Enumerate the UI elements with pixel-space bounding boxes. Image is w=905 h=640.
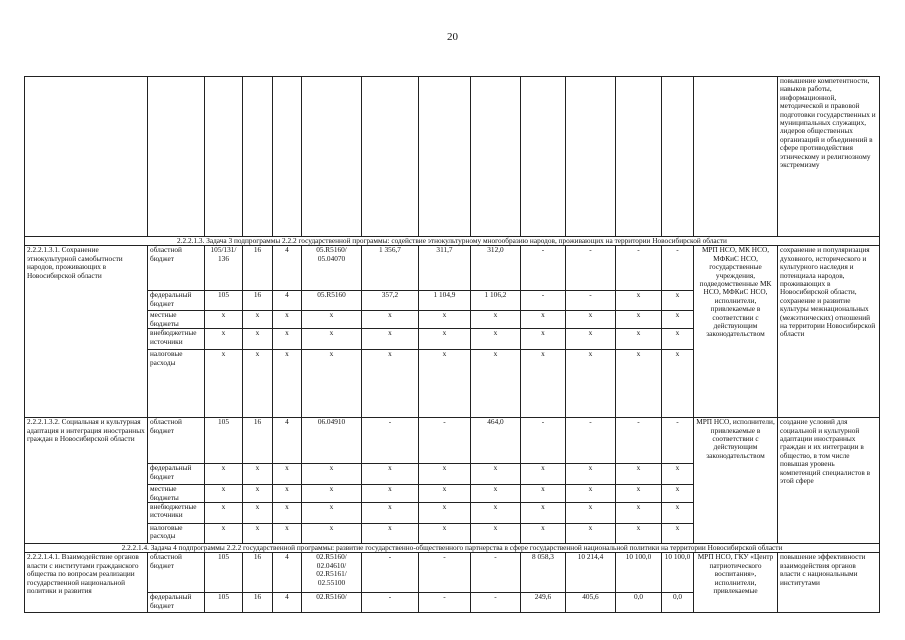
value-cell: x (616, 329, 662, 350)
rz-cell: x (243, 485, 273, 503)
value-cell: x (471, 503, 521, 524)
value-cell: x (471, 485, 521, 503)
empty-cell (694, 77, 778, 237)
value-cell: x (521, 350, 566, 418)
value-cell: x (471, 524, 521, 544)
grbs-cell: x (205, 311, 243, 329)
value-cell: x (616, 464, 662, 485)
value-cell: 8 058,3 (521, 553, 566, 593)
value-cell: - (419, 593, 471, 613)
measure-name: 2.2.2.1.4.1. Взаимодействие органов власти с институтами гражданского общества по вопросам реализации государственной национальной политики и развития (25, 553, 148, 613)
empty-cell (566, 77, 616, 237)
csr-cell: 05.R5160/ 05.04070 (302, 246, 362, 291)
measure-name: 2.2.2.1.3.2. Социальная и культурная адаптация и интеграция иностранных граждан в Новосибирской области (25, 418, 148, 544)
value-cell: 1 356,7 (362, 246, 419, 291)
value-cell: x (521, 485, 566, 503)
value-cell: - (362, 418, 419, 464)
value-cell: x (566, 464, 616, 485)
rz-cell: 16 (243, 418, 273, 464)
csr-cell: x (302, 524, 362, 544)
value-cell: x (362, 329, 419, 350)
rz-cell: 16 (243, 553, 273, 593)
empty-cell (243, 77, 273, 237)
pr-cell: x (273, 329, 302, 350)
value-cell: x (362, 311, 419, 329)
empty-cell (471, 77, 521, 237)
pr-cell: 4 (273, 291, 302, 311)
value-cell: 10 100,0 (662, 553, 694, 593)
value-cell: 464,0 (471, 418, 521, 464)
result-cell: повышение компетентности, навыков работы, информационной, методической и правовой подготовки государственных и муниципальных служащих, лидеров общественных организаций и объединений в сфере противодействия этническому и религиозному экстремизму (778, 77, 880, 237)
value-cell: x (616, 291, 662, 311)
pr-cell: x (273, 464, 302, 485)
value-cell: x (419, 503, 471, 524)
rz-cell: 16 (243, 593, 273, 613)
empty-cell (419, 77, 471, 237)
pr-cell: 4 (273, 593, 302, 613)
measure-row (25, 553, 880, 593)
value-cell: x (616, 503, 662, 524)
grbs-cell: x (205, 485, 243, 503)
continuation-row (25, 77, 880, 237)
grbs-cell: 105 (205, 593, 243, 613)
value-cell: x (521, 524, 566, 544)
rz-cell: x (243, 464, 273, 485)
pr-cell: x (273, 485, 302, 503)
value-cell: x (471, 329, 521, 350)
value-cell: x (471, 350, 521, 418)
funding-source: налоговые расходы (148, 350, 205, 418)
grbs-cell: x (205, 464, 243, 485)
value-cell: x (521, 503, 566, 524)
grbs-cell: x (205, 524, 243, 544)
empty-cell (148, 77, 205, 237)
value-cell: 357,2 (362, 291, 419, 311)
pr-cell: x (273, 503, 302, 524)
result-cell: повышение эффективности взаимодействия органов власти с национальными институтами (778, 553, 880, 613)
value-cell: x (566, 485, 616, 503)
value-cell: - (521, 418, 566, 464)
value-cell: - (419, 418, 471, 464)
pr-cell: 4 (273, 246, 302, 291)
executors-cell: МРП НСО, ГКУ «Центр патриотического воспитания», исполнители, привлекаемые (694, 553, 778, 613)
value-cell: 312,0 (471, 246, 521, 291)
section-title: 2.2.2.1.3. Задача 3 подпрограммы 2.2.2 государственной программы: содействие этнокультурному многообразию народов, проживающих на территории Новосибирской области (25, 237, 880, 246)
value-cell: x (566, 503, 616, 524)
csr-cell: x (302, 311, 362, 329)
funding-source: федеральный бюджет (148, 593, 205, 613)
funding-source: областной бюджет (148, 553, 205, 593)
value-cell: - (521, 291, 566, 311)
csr-cell: 02.R5160/ (302, 593, 362, 613)
value-cell: x (419, 350, 471, 418)
csr-cell: 05.R5160 (302, 291, 362, 311)
value-cell: x (616, 350, 662, 418)
empty-cell (273, 77, 302, 237)
funding-source: областной бюджет (148, 246, 205, 291)
csr-cell: 06.04910 (302, 418, 362, 464)
grbs-cell: 105/131/ 136 (205, 246, 243, 291)
value-cell: x (662, 503, 694, 524)
value-cell: x (471, 311, 521, 329)
value-cell: 1 106,2 (471, 291, 521, 311)
funding-source: федеральный бюджет (148, 464, 205, 485)
value-cell: x (616, 524, 662, 544)
value-cell: x (566, 311, 616, 329)
section-title: 2.2.2.1.4. Задача 4 подпрограммы 2.2.2 государственной программы: развитие государственно-общественного партнерства в сфере государственной национальной политики на территории Новосибирской области (25, 544, 880, 553)
value-cell: 0,0 (662, 593, 694, 613)
value-cell: x (566, 329, 616, 350)
executors-cell: МРП НСО, МК НСО, МФКиС НСО, государственные учреждения, подведомственные МК НСО, МФКиС НСО, исполнители, привлекаемые в соответствии с действующим законодательством (694, 246, 778, 418)
value-cell: x (662, 350, 694, 418)
value-cell: x (662, 329, 694, 350)
value-cell: - (566, 291, 616, 311)
page-number: 20 (447, 31, 458, 43)
value-cell: - (419, 553, 471, 593)
value-cell: x (362, 464, 419, 485)
empty-cell (362, 77, 419, 237)
funding-source: внебюджетные источники (148, 329, 205, 350)
pr-cell: x (273, 311, 302, 329)
value-cell: - (662, 418, 694, 464)
csr-cell: x (302, 329, 362, 350)
value-cell: x (362, 350, 419, 418)
rz-cell: x (243, 329, 273, 350)
empty-cell (25, 77, 148, 237)
value-cell: x (566, 524, 616, 544)
csr-cell: x (302, 464, 362, 485)
pr-cell: x (273, 524, 302, 544)
value-cell: x (419, 485, 471, 503)
value-cell: 10 100,0 (616, 553, 662, 593)
value-cell: x (616, 485, 662, 503)
rz-cell: x (243, 503, 273, 524)
value-cell: x (662, 464, 694, 485)
value-cell: x (419, 464, 471, 485)
rz-cell: x (243, 524, 273, 544)
value-cell: - (566, 418, 616, 464)
value-cell: x (362, 524, 419, 544)
value-cell: x (362, 503, 419, 524)
value-cell: - (521, 246, 566, 291)
rz-cell: x (243, 350, 273, 418)
value-cell: x (362, 485, 419, 503)
grbs-cell: 105 (205, 291, 243, 311)
value-cell: x (419, 329, 471, 350)
funding-source: налоговые расходы (148, 524, 205, 544)
grbs-cell: x (205, 350, 243, 418)
value-cell: 10 214,4 (566, 553, 616, 593)
value-cell: x (419, 524, 471, 544)
value-cell: x (566, 350, 616, 418)
value-cell: 311,7 (419, 246, 471, 291)
rz-cell: 16 (243, 291, 273, 311)
empty-cell (616, 77, 662, 237)
value-cell: 249,6 (521, 593, 566, 613)
value-cell: - (616, 246, 662, 291)
funding-source: местные бюджеты (148, 311, 205, 329)
csr-cell: x (302, 485, 362, 503)
empty-cell (205, 77, 243, 237)
csr-cell: 02.R5160/ 02.04610/ 02.R5161/ 02.55100 (302, 553, 362, 593)
value-cell: - (566, 246, 616, 291)
rz-cell: x (243, 311, 273, 329)
value-cell: x (662, 311, 694, 329)
value-cell: x (662, 291, 694, 311)
value-cell: - (662, 246, 694, 291)
pr-cell: 4 (273, 418, 302, 464)
value-cell: - (616, 418, 662, 464)
measure-row (25, 418, 880, 464)
value-cell: x (471, 464, 521, 485)
program-table (24, 76, 880, 613)
measure-row (25, 246, 880, 291)
value-cell: x (662, 485, 694, 503)
funding-source: федеральный бюджет (148, 291, 205, 311)
empty-cell (521, 77, 566, 237)
value-cell: x (521, 311, 566, 329)
funding-source: внебюджетные источники (148, 503, 205, 524)
value-cell: x (616, 311, 662, 329)
value-cell: x (521, 464, 566, 485)
value-cell: 405,6 (566, 593, 616, 613)
funding-source: местные бюджеты (148, 485, 205, 503)
section-header-row (25, 544, 880, 553)
csr-cell: x (302, 350, 362, 418)
value-cell: x (419, 311, 471, 329)
result-cell: создание условий для социальной и культурной адаптации иностранных граждан и их интеграции в общество, в том числе повышая уровень компетенций специалистов в этой сфере (778, 418, 880, 544)
measure-name: 2.2.2.1.3.1. Сохранение этнокультурной самобытности народов, проживающих в Новосибирской области (25, 246, 148, 418)
value-cell: 1 104,9 (419, 291, 471, 311)
executors-cell: МРП НСО, исполнители, привлекаемые в соответствии с действующим законодательством (694, 418, 778, 544)
value-cell: x (662, 524, 694, 544)
rz-cell: 16 (243, 246, 273, 291)
grbs-cell: 105 (205, 553, 243, 593)
value-cell: x (521, 329, 566, 350)
grbs-cell: x (205, 503, 243, 524)
value-cell: - (362, 593, 419, 613)
value-cell: 0,0 (616, 593, 662, 613)
value-cell: - (471, 553, 521, 593)
pr-cell: x (273, 350, 302, 418)
pr-cell: 4 (273, 553, 302, 593)
value-cell: - (362, 553, 419, 593)
csr-cell: x (302, 503, 362, 524)
empty-cell (662, 77, 694, 237)
value-cell: - (471, 593, 521, 613)
empty-cell (302, 77, 362, 237)
grbs-cell: 105 (205, 418, 243, 464)
grbs-cell: x (205, 329, 243, 350)
result-cell: сохранение и популяризация духовного, исторического и культурного наследия и потенциала народов, проживающих в Новосибирской области, сохранение и развитие культуры межнациональных (межэтнических) отношений на территории Новосибирской области (778, 246, 880, 418)
section-header-row (25, 237, 880, 246)
funding-source: областной бюджет (148, 418, 205, 464)
